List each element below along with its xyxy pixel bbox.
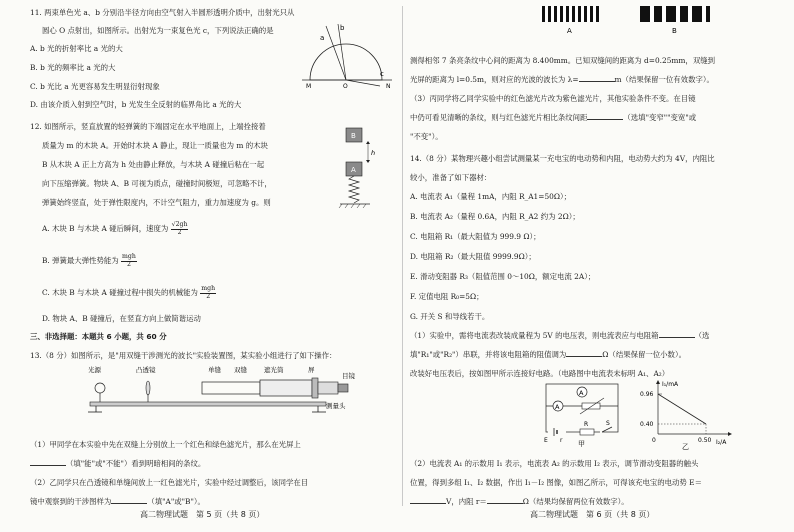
q13-cont-line2 xyxy=(410,75,714,85)
q12-line4: 向下压缩弹簧。物块 A、B 可视为质点，碰撞时间极短，可忽略不计， xyxy=(42,179,272,188)
battery-r-label: r xyxy=(560,437,563,444)
internal-resistance-blank[interactable] xyxy=(487,497,523,504)
q12-option-c-fraction xyxy=(200,286,216,300)
ammeter-top-label: A xyxy=(579,389,584,397)
resistor-r0 xyxy=(580,429,594,435)
label-tube: 遮光筒 xyxy=(264,366,284,374)
q14-item-a: A. 电流表 A₁（量程 1mA，内阻 R_A1=50Ω）； xyxy=(410,192,572,201)
q12-option-c-den: 2 xyxy=(206,292,211,300)
q14-part2-line3 xyxy=(410,497,629,507)
fringe-patterns xyxy=(540,6,720,36)
q12-line1: 12. 如图所示，竖直放置的轻弹簧的下端固定在水平地面上，上端拴接着 xyxy=(30,122,266,131)
block-b-label: B xyxy=(351,132,356,140)
q12-option-d: D. 物块 A、B 碰撞后，在竖直方向上做简谐运动 xyxy=(42,314,201,323)
q12-line5: 弹簧始终竖直，处于弹性限度内，不计空气阻力，重力加速度为 g。则 xyxy=(42,198,271,207)
q13-answer-blank-2[interactable] xyxy=(111,497,147,504)
column-divider xyxy=(402,6,403,506)
label-convex-lens: 凸透镜 xyxy=(136,366,156,374)
q14-part1-line1-prefix: （1）实验中，需将电流表改装成量程为 5V 的电压表，则电流表应与电阻箱 xyxy=(410,331,659,340)
optical-bench xyxy=(90,402,326,406)
q13-cont-line4-prefix: 中仍可看见清晰的条纹，则与红色滤光片相比条纹间距 xyxy=(410,113,588,122)
figure-yi-label: 乙 xyxy=(682,443,689,450)
q14-line2: 较小，准备了如下器材： xyxy=(410,173,492,182)
q12-option-a-fraction xyxy=(171,222,189,236)
q13-answer-blank-1[interactable] xyxy=(30,459,66,466)
i1-i2-graph-yi xyxy=(636,378,736,450)
q12-option-a-den: 2 xyxy=(177,228,182,236)
ammeter-middle-label: A xyxy=(555,403,560,411)
q14-part1-line3: 改装好电压表后，按如图甲所示连接好电路。（电路图中电流表未标明 A₁、A₂） xyxy=(410,369,670,378)
q12-option-a-num: √2gh xyxy=(171,221,188,228)
q12-spring-figure xyxy=(338,124,388,212)
switch-s xyxy=(602,427,612,432)
q12-option-c-text: C. 木块 B 与木块 A 碰撞过程中损失的机械能为 xyxy=(42,288,198,297)
bulb xyxy=(95,383,105,393)
label-single-slit: 单缝 xyxy=(208,366,221,374)
q14-part2-line3-mid: V，内阻 r＝ xyxy=(446,497,487,506)
emf-blank[interactable] xyxy=(410,497,446,504)
section-3-heading: 三、非选择题：本题共 6 小题，共 60 分 xyxy=(30,332,167,341)
footer-page-5: 高二物理试题 第 5 页（共 8 页） xyxy=(140,510,265,519)
q12-option-b-text: B. 弹簧最大弹性势能为 xyxy=(42,256,119,265)
label-eyepiece: 目镜 xyxy=(342,372,355,380)
q11-option-a: A. b 光的折射率比 a 光的大 xyxy=(30,44,123,53)
q13-part2-line1: （2）乙同学只在凸透镜和单缝间放上一红色滤光片，实验中经过调整后，该同学在目 xyxy=(30,478,309,487)
graph-y-tick-096: 0.96 xyxy=(640,391,654,398)
battery-emf-label: E xyxy=(544,437,548,444)
q14-item-c: C. 电阻箱 R₁（最大阻值为 999.9 Ω）； xyxy=(410,232,541,241)
q11-label-b: b xyxy=(340,24,345,32)
q11-label-a: a xyxy=(320,34,325,42)
fringe-pattern-a xyxy=(540,6,600,22)
q11-stem-line1: 11. 两束单色光 a、b 分别沿半径方向由空气射入半圆形透明介质中，出射光只从 xyxy=(30,8,295,17)
graph-y-axis-label: I₁/mA xyxy=(662,381,679,388)
q12-line2: 质量为 m 的木块 A。开始时木块 A 静止，现让一质量也为 m 的木块 xyxy=(42,141,268,150)
q11-option-b: B. b 光的频率比 a 光的大 xyxy=(30,63,116,72)
graph-x-axis-label: I₂/A xyxy=(716,439,727,446)
q11-semicircle-figure xyxy=(296,20,396,88)
q12-option-b-fraction xyxy=(121,254,137,268)
switch-s-label: S xyxy=(606,420,610,427)
q13-part2-line2 xyxy=(30,497,205,507)
q13-cont-line4-suffix: （选填"变窄""变宽"或 xyxy=(623,113,697,122)
graph-y-tick-040: 0.40 xyxy=(640,421,654,428)
resistance-value-blank[interactable] xyxy=(566,350,602,357)
q11-label-n: N xyxy=(386,83,391,88)
q14-part1-line1 xyxy=(410,331,709,341)
fringe-spacing-blank[interactable] xyxy=(587,113,623,120)
q11-label-c: c xyxy=(380,70,384,78)
graph-line xyxy=(658,394,706,424)
resistor-r-label: R xyxy=(584,421,589,428)
q11-label-o: O xyxy=(343,83,348,88)
resistor-box-blank[interactable] xyxy=(659,331,695,338)
q12-option-b xyxy=(42,254,137,268)
q14-item-b: B. 电流表 A₂（量程 0.6A，内阻 R_A2 约为 2Ω）； xyxy=(410,212,580,221)
q11-stem-line2: 圆心 O 点射出，如图所示。出射光为一束复色光 c，下列说法正确的是 xyxy=(42,26,274,35)
footer-page-6: 高二物理试题 第 6 页（共 8 页） xyxy=(530,510,655,519)
q13-cont-line3: （3）丙同学将乙同学实验中的红色滤光片改为紫色滤光片，其他实验条件不变。在目镜 xyxy=(410,94,696,103)
graph-origin: 0 xyxy=(652,437,656,444)
q13-part1-line2-text: （填"能"或"不能"）看到明暗相间的条纹。 xyxy=(66,459,206,468)
q13-cont-line5: "不变"）。 xyxy=(410,132,443,141)
q13-cont-line1: 测得相邻 7 条亮条纹中心间的距离为 8.400mm。已知双缝间的距离为 d=0.25mm，双缝到 xyxy=(410,56,715,65)
graph-x-tick-050: 0.50 xyxy=(698,437,712,444)
label-measuring-head: 测量头 xyxy=(326,402,346,410)
q12-option-a xyxy=(42,222,188,236)
label-light-source: 光源 xyxy=(88,366,101,374)
pattern-a-label: A xyxy=(567,27,572,35)
q13-apparatus-figure xyxy=(86,364,376,416)
q11-option-c: C. b 光比 a 光更容易发生明显衍射现象 xyxy=(30,82,160,91)
q13-stem: 13.（8 分）如图所示，是"用双缝干涉测光的波长"实验装置图，某实验小组进行了如下操作： xyxy=(30,351,337,360)
q13-part1-line2 xyxy=(30,459,205,469)
q12-option-b-num: mgh xyxy=(122,253,136,260)
pattern-b-label: B xyxy=(672,27,677,35)
q11-label-m: M xyxy=(306,83,312,88)
height-label-h: h xyxy=(371,149,376,157)
q12-option-c xyxy=(42,286,216,300)
q14-item-g: G. 开关 S 和导线若干。 xyxy=(410,312,490,321)
label-screen: 屏 xyxy=(308,366,315,374)
q14-part2-line3-suffix: Ω（结果均保留两位有效数字）。 xyxy=(522,497,629,506)
q12-option-b-den: 2 xyxy=(126,260,131,268)
block-a-label: A xyxy=(351,166,356,174)
q11-option-d: D. 由该介质入射到空气时，b 光发生全反射的临界角比 a 光的大 xyxy=(30,100,242,109)
q14-item-e: E. 滑动变阻器 R₃（阻值范围 0～10Ω，额定电流 2A）； xyxy=(410,272,596,281)
q14-part2-line2: 位置，得到多组 I₁、I₂ 数据，作出 I₁－I₂ 图像，如图乙所示，可得该充电宝的电动势 E＝ xyxy=(410,478,702,487)
q12-option-c-num: mgh xyxy=(201,285,216,292)
q14-item-d: D. 电阻箱 R₂（最大阻值 9999.9Ω）； xyxy=(410,252,536,261)
q14-part2-line1: （2）电流表 A₁ 的示数用 I₁ 表示，电流表 A₂ 的示数用 I₂ 表示，调节滑动变阻器的触头 xyxy=(410,459,699,468)
q14-item-f: F. 定值电阻 R₀=5Ω； xyxy=(410,292,484,301)
q13-part2-line2-suffix: （填"A"或"B"）。 xyxy=(147,497,205,506)
q12-option-a-text: A. 木块 B 与木块 A 碰后瞬间，速度为 xyxy=(42,224,169,233)
slit-holder xyxy=(202,382,260,394)
q13-cont-line2-prefix: 光屏的距离为 l=0.5m，则对应的光波的波长为 λ= xyxy=(410,75,579,84)
label-double-slit: 双缝 xyxy=(234,366,247,374)
q14-part1-line2-suffix: Ω（结果保留一位小数）。 xyxy=(602,350,687,359)
figure-jia-label: 甲 xyxy=(578,440,585,448)
lens xyxy=(146,381,150,395)
q13-part1-line1: （1）甲同学在本实验中先在双缝上分别放上一个红色和绿色滤光片，那么在光屏上 xyxy=(30,440,301,449)
wavelength-blank[interactable] xyxy=(579,75,615,82)
q14-line1: 14.（8 分）某物理兴趣小组尝试测量某一充电宝的电动势和内阻，电动势大约为 4V，内阻比 xyxy=(410,154,715,163)
fringe-pattern-b xyxy=(640,6,710,22)
q14-part1-line1-suffix: （选 xyxy=(694,331,710,340)
q14-part1-line2 xyxy=(410,350,686,360)
light-tube xyxy=(260,380,312,396)
q13-part2-line2-prefix: 镜中观察到的干涉图样为 xyxy=(30,497,112,506)
q13-cont-line4 xyxy=(410,113,696,123)
circuit-diagram-jia xyxy=(536,380,628,448)
q12-line3: B 从木块 A 正上方高为 h 处由静止释放，与木块 A 碰撞后粘在一起 xyxy=(42,160,265,169)
q14-part1-line2-prefix: 填"R₁"或"R₂"）串联，并将该电阻箱的阻值调为 xyxy=(410,350,567,359)
q13-cont-line2-suffix: m（结果保留一位有效数字）。 xyxy=(614,75,714,84)
rheostat xyxy=(582,403,600,409)
spring xyxy=(349,176,359,203)
